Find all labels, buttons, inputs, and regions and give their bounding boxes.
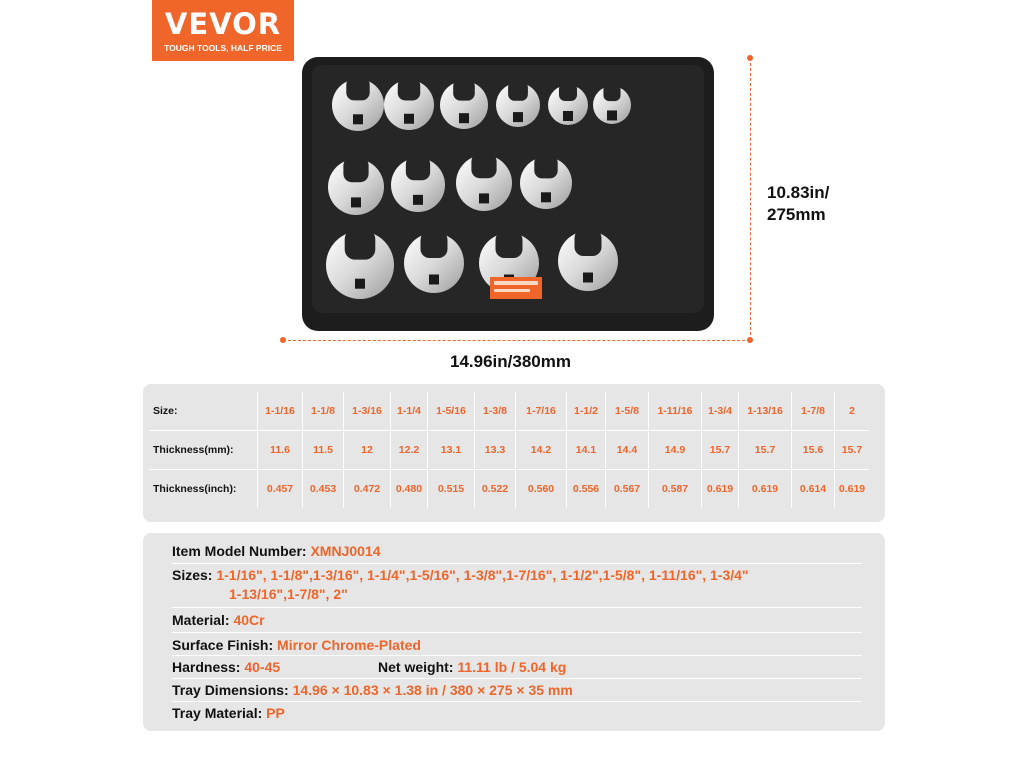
- table-cell: 12.2: [391, 431, 428, 470]
- model-label: Item Model Number:: [172, 543, 307, 559]
- height-dimension-line: [750, 58, 751, 340]
- tray-dimensions-label: Tray Dimensions:: [172, 682, 289, 698]
- weight-value: 11.11 lb / 5.04 kg: [457, 659, 567, 675]
- table-cell: 0.480: [391, 470, 428, 509]
- divider: [172, 607, 862, 608]
- table-cell: 0.522: [475, 470, 516, 509]
- divider: [172, 678, 862, 679]
- brand-tagline: TOUGH TOOLS, HALF PRICE: [164, 43, 282, 53]
- weight-label: Net weight:: [378, 659, 454, 675]
- sizes-label: Sizes:: [172, 567, 213, 583]
- tray-material-value: PP: [266, 705, 285, 721]
- table-cell: 15.7: [702, 431, 739, 470]
- table-cell: 0.619: [739, 470, 792, 509]
- row-label: Size:: [149, 392, 258, 431]
- table-cell: 14.2: [516, 431, 567, 470]
- tray-material-label: Tray Material:: [172, 705, 263, 721]
- table-cell: 1-3/16: [344, 392, 391, 431]
- tray-dimensions-row: [172, 681, 862, 700]
- table-cell: 11.5: [303, 431, 344, 470]
- table-cell: 1-5/16: [428, 392, 475, 431]
- finish-label: Surface Finish:: [172, 637, 274, 653]
- hardness-value: 40-45: [244, 659, 281, 675]
- divider: [172, 701, 862, 702]
- table-cell: 0.587: [649, 470, 702, 509]
- divider: [172, 632, 862, 633]
- table-cell: 15.6: [792, 431, 835, 470]
- table-cell: 1-7/16: [516, 392, 567, 431]
- table-cell: 1-11/16: [649, 392, 702, 431]
- table-cell: 1-5/8: [606, 392, 649, 431]
- table-cell: 11.6: [258, 431, 303, 470]
- table-cell: 1-1/16: [258, 392, 303, 431]
- width-dimension: 14.96in/380mm: [450, 352, 571, 371]
- tray-label: [490, 277, 542, 299]
- row-label: Thickness(mm):: [149, 431, 258, 470]
- hardness-label: Hardness:: [172, 659, 241, 675]
- material-row: [172, 611, 862, 630]
- tray-material-row: [172, 704, 862, 723]
- height-dimension-line1: 10.83in/: [767, 183, 830, 202]
- sizes-value-line2: 1-13/16",1-7/8", 2": [229, 586, 348, 602]
- table-cell: 0.472: [344, 470, 391, 509]
- table-cell: 0.453: [303, 470, 344, 509]
- table-cell: 0.457: [258, 470, 303, 509]
- table-cell: 0.619: [702, 470, 739, 509]
- wrench-tray-image: [300, 55, 716, 333]
- height-dimension-line2: 275mm: [767, 205, 826, 224]
- width-dimension-line: [283, 340, 750, 341]
- spec-table: [149, 392, 869, 508]
- table-cell: 12: [344, 431, 391, 470]
- table-cell: 15.7: [835, 431, 870, 470]
- table-cell: 1-1/2: [567, 392, 606, 431]
- row-label: Thickness(inch):: [149, 470, 258, 509]
- table-cell: 0.515: [428, 470, 475, 509]
- size-row: [149, 392, 869, 431]
- table-cell: 0.560: [516, 470, 567, 509]
- table-cell: 13.3: [475, 431, 516, 470]
- table-cell: 1-1/8: [303, 392, 344, 431]
- table-cell: 0.619: [838, 483, 866, 495]
- brand-logo: [152, 0, 294, 61]
- divider: [172, 655, 862, 656]
- brand-name: VEVOR: [164, 7, 282, 41]
- divider: [172, 563, 862, 564]
- sizes-row: [172, 566, 862, 604]
- material-value: 40Cr: [233, 612, 265, 628]
- spec-table-panel: [143, 384, 885, 522]
- dimension-dot: [280, 337, 286, 343]
- model-row: [172, 542, 862, 561]
- table-cell: 0.614: [792, 470, 835, 509]
- hardness-row: [172, 658, 862, 677]
- table-cell: 2: [835, 392, 870, 431]
- thickness-mm-row: [149, 431, 869, 470]
- table-cell: 15.7: [739, 431, 792, 470]
- table-cell: 1-13/16: [739, 392, 792, 431]
- table-cell: 14.4: [606, 431, 649, 470]
- table-cell: 1-3/8: [475, 392, 516, 431]
- height-dimension: [767, 182, 829, 226]
- table-cell: 1-1/4: [391, 392, 428, 431]
- table-cell: 14.1: [567, 431, 606, 470]
- finish-row: [172, 636, 862, 655]
- dimension-dot: [747, 55, 753, 61]
- finish-value: Mirror Chrome-Plated: [277, 637, 421, 653]
- sizes-value-line1: 1-1/16", 1-1/8",1-3/16", 1-1/4",1-5/16", 1-3/8",1-7/16", 1-1/2",1-5/8", 1-11/16", 1-3/4": [216, 567, 749, 583]
- model-value: XMNJ0014: [310, 543, 381, 559]
- table-cell: 0.567: [606, 470, 649, 509]
- table-cell: 0.556: [567, 470, 606, 509]
- table-cell: 13.1: [428, 431, 475, 470]
- thickness-inch-row: [149, 470, 869, 509]
- details-panel: [143, 533, 885, 731]
- table-cell: 1-7/8: [792, 392, 835, 431]
- table-cell: 14.9: [649, 431, 702, 470]
- material-label: Material:: [172, 612, 230, 628]
- table-cell: 1-3/4: [702, 392, 739, 431]
- tray-dimensions-value: 14.96 × 10.83 × 1.38 in / 380 × 275 × 35 mm: [292, 682, 573, 698]
